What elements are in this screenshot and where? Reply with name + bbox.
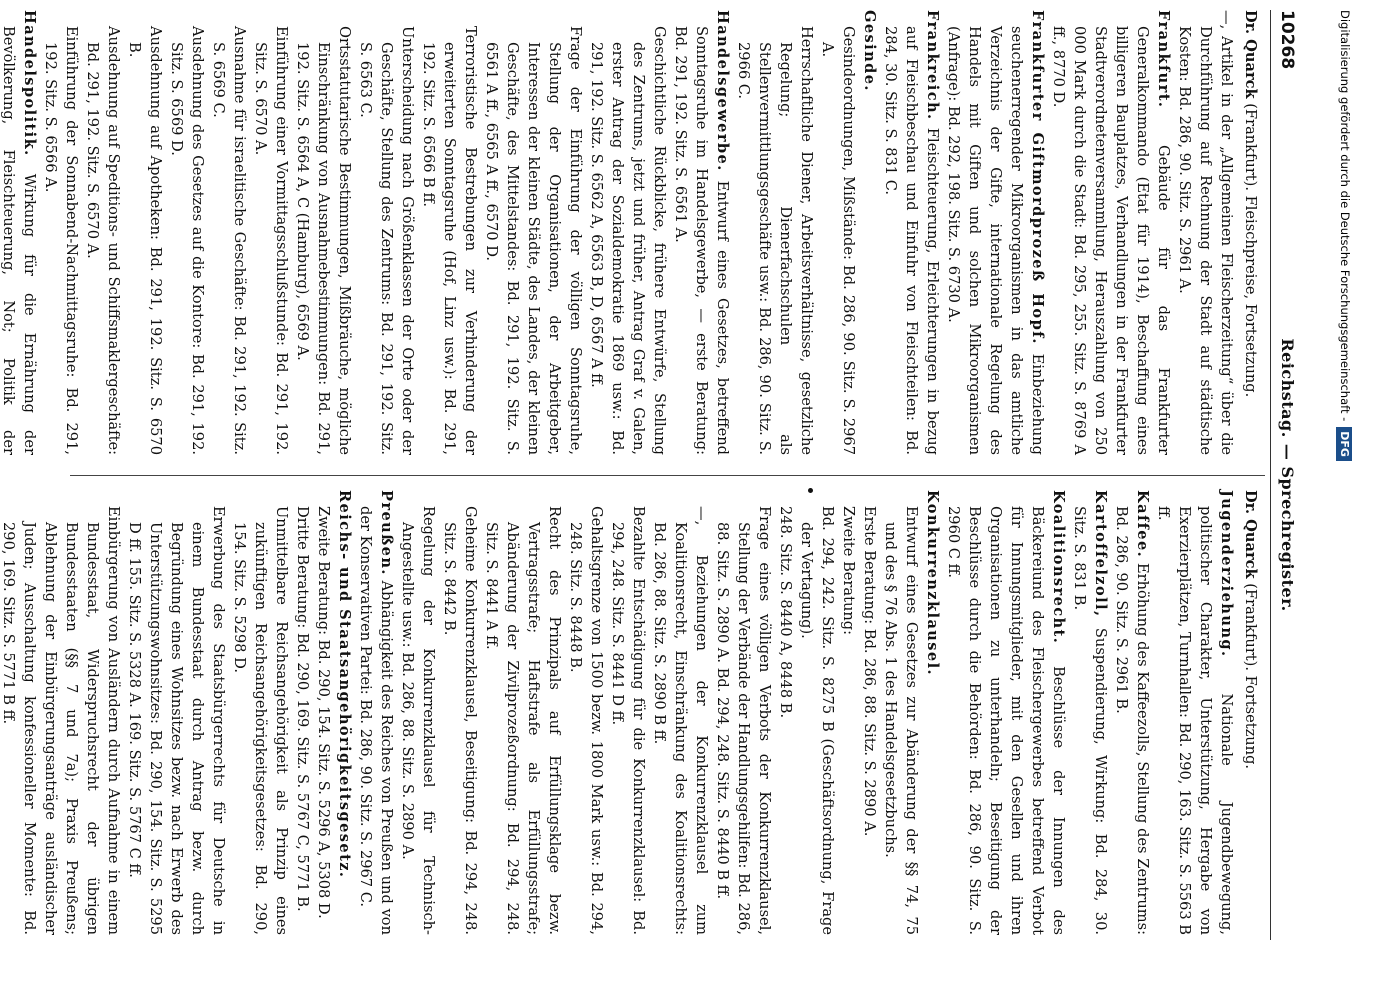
index-entry: [817, 10, 859, 455]
speaker-name: Dr. Quarck: [1242, 490, 1259, 579]
index-entry: [1069, 490, 1111, 935]
entry-keyword: Frankreich.: [924, 10, 941, 121]
index-entry: [124, 10, 166, 455]
rotated-text-block: [0, 10, 1303, 940]
header-rule: [1270, 10, 1271, 940]
entry-text: Erwerbung des Staatsbürgerrechts für Deutsche in einem Bundesstaat durch Antrag bezw. durch Begründung eines Wohnsitzes bezw. nach Erwerb des Unterstützungswohnsitzes: Bd. 290, 154. Sitz. S. 5295 D ff. 155. Sitz. S. 5328 A. 169. Sitz. S. 5767 C ff.: [126, 506, 227, 935]
entry-text: Dritte Beratung: Bd. 290, 169. Sitz. S. 5767 C, 5771 B.: [294, 506, 311, 912]
heading-continuation: (Frankfurt). Fortsetzung.: [1242, 583, 1259, 770]
entry-keyword: Gesinde.: [861, 10, 878, 92]
right-column-heading: [1240, 490, 1261, 935]
entry-keyword: Handelspolitik.: [21, 10, 38, 157]
left-column-heading: [1240, 10, 1261, 455]
index-entry: [481, 10, 586, 455]
index-entry: [397, 490, 439, 935]
credit-text: Digitalisierung gefördert durch die Deutsche Forschungsgemeinschaft -: [1338, 10, 1352, 422]
index-entry: [124, 490, 229, 935]
entry-keyword: Frankfurter Giftmordprozeß Hopf.: [1029, 10, 1046, 345]
entry-keyword: Reichs- und Staatsangehörigkeitsgesetz.: [336, 490, 353, 879]
entry-text: Frage der Einführung der völligen Sonntagsruhe, Stellung der Organisationen, der Arbeitgeber, Interessen der kleinen Städte, des Landes, der kleinen Geschäfte, des Mittelstandes: Bd. 291, 192. Sitz. S. 6561 A ff., 6565 A ff., 6570 D.: [483, 26, 584, 455]
index-entry: [418, 10, 481, 455]
index-entry: [838, 490, 859, 935]
entry-text: Abhängigkeit des Reiches von Preußen und von der Konservativen Partei: Bd. 286, 90. Sitz. S. 2967 C.: [357, 506, 395, 935]
entry-text: Frage eines völligen Verbots der Konkurrenzklausel, Stellung der Verbände der Handlungsgehilfen: Bd. 286, 88. Sitz. S. 2890 A. Bd. 294, 248. Sitz. S. 8440 B ff.: [714, 506, 773, 935]
running-head: Reichstag. — Sprechregister.: [1278, 338, 1297, 612]
index-entry: [229, 490, 292, 935]
entry-text: Suspendierung, Wirkung: Bd. 284, 30. Sitz. S. 831 B.: [1071, 506, 1109, 935]
entry-text: Nationale Jugendbewegung, politischer Charakter, Unterstützung, Hergabe von Exerzierplätzen, Turnhallen: Bd. 290, 163. Sitz. S. 5563 B ff.: [1155, 506, 1235, 936]
index-entry: [670, 10, 733, 455]
entry-text: Einbürgerung von Ausländern durch Aufnahme in einem Bundesstaat, Widerspruchsrecht der übrigen Bundesstaaten (§§ 7 und 7a); Praxis Preußens; Ablehnung der Einbürgerungsanträge ausländischer Juden; Ausschaltung konfessioneller Momente: Bd. 290, 169. Sitz. S. 5771 B ff.: [0, 506, 122, 935]
heading-continuation: (Frankfurt). Fleischpreise, Fortsetzung.: [1242, 103, 1259, 398]
entry-text: —, Artikel in der „Allgemeinen Fleischerzeitung“ über die Durchführung auf Rechnung der Stadt auf städtische Kosten: Bd. 286, 90. Sitz. S. 2961 A.: [1176, 10, 1235, 455]
left-column: [0, 10, 1261, 456]
entry-keyword: Kaffee.: [1134, 490, 1151, 559]
entry-keyword: Konkurrenzklausel.: [924, 490, 941, 677]
entry-text: Ortsstatutarische Bestimmungen, Mißbräuche, mögliche Einschränkung von Ausnahmebestimmungen: Bd. 291, 192. Sitz. S. 6564 A, C (Hamburg), 6569 A.: [294, 26, 353, 455]
page-number: 10268: [1277, 10, 1297, 70]
index-entry: [313, 490, 334, 935]
index-entry: [733, 10, 817, 455]
index-entry: [586, 10, 670, 455]
index-entry: [880, 10, 943, 455]
entry-keyword: Kartoffelzoll,: [1092, 490, 1109, 618]
entry-text: Erste Beratung: Bd. 286, 88. Sitz. S. 2890 A.: [861, 506, 878, 837]
page-header: [1269, 10, 1303, 940]
entry-text: Gebäude für das Frankfurter Generalkommando (Etat für 1914), Beschaffung eines billigeren Bauplatzes, Verhandlungen in der Frankfurter Stadtverordnetenversammlung, Herauszahlung von 250 000 Mark durch die Stadt: Bd. 295, 255. Sitz. S. 8769 A ff., 8770 D.: [1050, 26, 1172, 455]
index-entry: [334, 490, 355, 935]
entry-text: Zweite Beratung:: [840, 506, 857, 636]
index-entry: [565, 490, 607, 935]
index-entry: [355, 490, 397, 935]
entry-text: Einbeziehung seuchenerregender Mikroorganismen in das amtliche Verzeichnis der Gifte, internationale Regelung des Handels mit Giften und solchen Mikroorganismen (Anfrage): Bd. 292, 198. Sitz. S. 6730 A.: [945, 26, 1046, 456]
digitization-credit: [1334, 10, 1356, 990]
index-entry: [355, 10, 418, 455]
entry-keyword: Koalitionsrecht.: [1050, 490, 1067, 645]
index-entry: [859, 490, 880, 935]
column-separator: [70, 475, 1265, 476]
index-entry: [859, 10, 880, 455]
index-entry: [1153, 490, 1237, 935]
entry-text: —, Beziehungen der Konkurrenzklausel zum Koalitionsrecht, Einschränkung des Koalitionsrechts: Bd. 286, 88. Sitz. S. 2890 B ff.: [651, 506, 710, 935]
entry-keyword: Handelsgewerbe.: [714, 10, 731, 172]
index-entry: [0, 490, 124, 935]
index-entry: [943, 490, 1069, 935]
entry-text: Bd. 294, 242. Sitz. S. 8275 B (Geschäftsordnung, Frage der Vertagung).: [798, 506, 836, 935]
entry-text: Einführung einer Vormittagsschlußstunde: Bd. 291, 192. Sitz. S. 6570 A.: [252, 26, 290, 455]
index-entry: [40, 10, 82, 455]
entry-text: Geschichtliche Rückblicke, frühere Entwürfe, Stellung des Zentrums, jetzt und früher, Antrag Graf v. Galen, erster Antrag der Sozialdemokratie 1869 usw.: Bd. 291, 192. Sitz. S. 6562 A, 6563 B, D, 6567 A ff.: [588, 26, 668, 455]
index-entry: [439, 490, 481, 935]
index-entry: [292, 490, 313, 935]
index-entry: [712, 490, 775, 935]
entry-text: Geheime Konkurrenzklausel, Beseitigung: Bd. 294, 248. Sitz. S. 8442 B.: [441, 506, 479, 935]
entry-keyword: Jugenderziehung.: [1218, 490, 1235, 658]
index-entry: [796, 490, 838, 935]
entry-text: Terroristische Bestrebungen zur Verhinderung der erweiterten Sonntagsruhe (Hof, Linz usw.): Bd. 291, 192. Sitz. S. 6566 B ff.: [420, 26, 479, 455]
index-entry: [0, 10, 40, 455]
index-entry: [82, 10, 124, 455]
entry-text: Ausnahme für israelitische Geschäfte: Bd. 291, 192. Sitz. S. 6569 C.: [210, 26, 248, 455]
right-entry-list: [0, 490, 1237, 935]
index-entry: [607, 490, 649, 935]
entry-text: Ausdehnung auf Speditions- und Schiffsmaklergeschäfte: Bd. 291, 192. Sitz. S. 6570 A.: [84, 26, 122, 455]
index-entry: [1111, 490, 1153, 935]
left-entry-list: [0, 10, 1237, 455]
right-column: [0, 490, 1261, 936]
index-entry: [1174, 10, 1237, 455]
index-entry: [292, 10, 355, 455]
entry-text: Bezahlte Entschädigung für die Konkurrenzklausel: Bd. 294, 248. Sitz. S. 8441 D ff.: [609, 506, 647, 935]
entry-text: Ausdehnung auf Apotheken: Bd. 291, 192. Sitz. S. 6570 B.: [126, 26, 164, 455]
entry-text: Wirkung für die Ernährung der Bevölkerung, Fleischteuerung, Not; Politik der: [0, 26, 38, 455]
entry-text: Gesindeordnungen, Mißstände: Bd. 286, 90. Sitz. S. 2967 A.: [819, 26, 857, 455]
entry-text: Herrschaftliche Diener, Arbeitsverhältnisse, gesetzliche Regelung; Dienerfachschulen als Stellenvermittlungsgeschäfte usw.: Bd. 286, 90. Sitz. S. 2966 C.: [735, 26, 815, 455]
entry-text: Entwurf eines Gesetzes, betreffend Sonntagsruhe im Handelsgewerbe, — erste Beratung: Bd. 291, 192. Sitz. S. 6561 A.: [672, 26, 731, 456]
entry-text: Zweite Beratung: Bd. 290, 154. Sitz. S. 5296 A, 5308 D.: [315, 506, 332, 919]
entry-text: Fleischteuerung, Erleichterungen in bezug auf Fleischbeschau und Einfuhr von Fleischteilen: Bd. 284, 30. Sitz. S. 831 C.: [882, 26, 941, 456]
entry-text: Erhöhung des Kaffeezolls, Stellung des Zentrums: Bd. 286, 90. Sitz. S. 2961 B.: [1113, 506, 1151, 935]
dfg-logo: DFG: [1336, 427, 1352, 461]
entry-text: Gehaltsgrenze von 1500 bezw. 1800 Mark usw.: Bd. 294, 248. Sitz. S. 8448 B.: [567, 506, 605, 935]
entry-text: Unmittelbare Reichsangehörigkeit als Prinzip eines zukünftigen Reichsangehörigkeitsgesetzes: Bd. 290, 154. Sitz. S. 5298 D.: [231, 506, 290, 935]
index-entry: [481, 490, 565, 935]
entry-keyword: Frankfurt.: [1155, 10, 1172, 109]
entry-text: Unterscheidung nach Größenklassen der Orte oder der Geschäfte, Stellung des Zentrums: Bd. 291, 192. Sitz. S. 6563 C.: [357, 26, 416, 455]
entry-text: Beschlüsse der Innungen des Bäckereiund des Fleischergewerbes betreffend Verbot für Innungsmitglieder, mit den Gesellen und ihren Organisationen zu unterhandeln; Beseitigung der Beschlüsse durch die Behörden: Bd. 286, 90. Sitz. S. 2960 C ff.: [945, 506, 1067, 935]
index-entry: [943, 10, 1048, 455]
entry-keyword: Preußen.: [378, 490, 395, 576]
index-entry: [775, 490, 796, 935]
index-entry: [166, 10, 208, 455]
index-entry: [250, 10, 292, 455]
entry-text: Einführung der Sonnabend-Nachmittagsruhe: Bd. 291, 192. Sitz. S. 6566 A.: [42, 26, 80, 455]
entry-text: Ausdehnung des Gesetzes auf die Kontore: Bd. 291, 192. Sitz. S. 6569 D.: [168, 26, 206, 455]
index-entry: [880, 490, 922, 935]
entry-text: Recht des Prinzipals auf Erfüllungsklage bezw. Vertragsstrafe; Haftstrafe als Erfüllungsstrafe; Abänderung der Zivilprozeßordnung: Bd. 294, 248. Sitz. S. 8441 A ff.: [483, 506, 563, 935]
index-entry: [649, 490, 712, 935]
speaker-name: Dr. Quarck: [1242, 10, 1259, 99]
entry-text: Regelung der Konkurrenzklausel für Technisch-Angestellte usw.: Bd. 286, 88. Sitz. S. 2890 A.: [399, 506, 437, 935]
entry-text: 248. Sitz. S. 8440 A, 8448 B.: [777, 506, 794, 719]
index-entry: [922, 490, 943, 935]
entry-text: Entwurf eines Gesetzes zur Abänderung der §§ 74, 75 und des § 76 Abs. 1 des Handelsgesetzbuchs.: [882, 506, 920, 935]
index-entry: [208, 10, 250, 455]
index-entry: [1048, 10, 1174, 455]
